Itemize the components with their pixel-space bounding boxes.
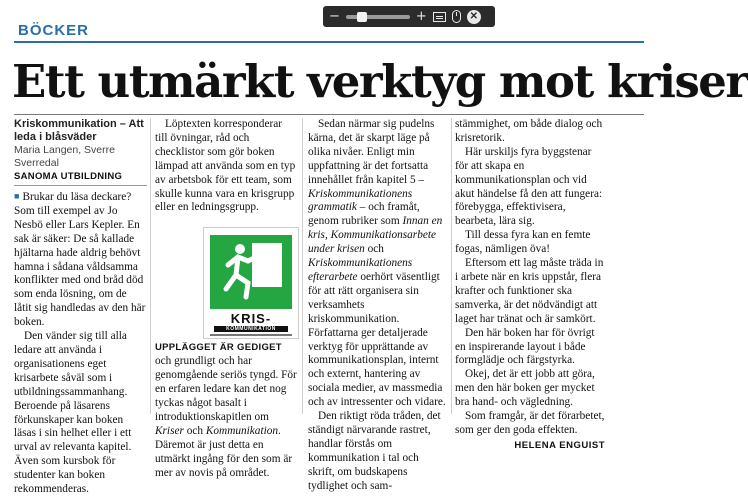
article-column-3 (308, 118, 447, 492)
section-label: BÖCKER (18, 22, 90, 39)
column-divider (302, 118, 303, 414)
book-info-box (14, 118, 147, 186)
info-divider (14, 185, 147, 186)
paragraph: Eftersom ett lag måste träda in i arbete när en kris uppstår, flera krafter och funktioner ska samverka, är det nödvändigt att laget har tränat och är samkört. (455, 257, 604, 325)
article-column-1 (14, 118, 147, 496)
close-button[interactable] (467, 10, 481, 24)
bullet-icon: ■ (14, 191, 20, 201)
paragraph: Den vänder sig till alla ledare att använda i organisationens eget krisarbete såväl som i utbildningssammanhang. Beroende på läsarens förkunskaper kan boken läsas i sin helhet eller i ett urval av relevanta kapitel. Även som kursbok för studenter kan boken rekommenderas. (14, 330, 132, 496)
paragraph: Den riktigt röda tråden, det ständigt närvarande rastret, handlar förstås om kommunikation i tal och skrift, om budskapens tydlighet och sam- (308, 410, 441, 492)
page-layout-icon[interactable] (433, 12, 446, 22)
cover-title: KRIS- (230, 311, 272, 327)
article-column-2 (155, 118, 297, 479)
article-column-4 (455, 118, 605, 451)
zoom-slider[interactable] (346, 15, 410, 19)
cover-subtitle: KOMMUNIKATION (214, 326, 288, 332)
mouse-icon[interactable] (452, 10, 461, 23)
headline: Ett utmärkt verktyg mot kriser (12, 55, 748, 108)
viewer-toolbar (323, 6, 495, 27)
author-signature: HELENA ENGUIST (514, 439, 605, 451)
paragraph: Okej, det är ett jobb att göra, men den här boken ger mycket bra hand- och vägledning. (455, 368, 595, 409)
column-divider (451, 118, 452, 414)
section-rule (14, 41, 644, 43)
close-icon: ✕ (469, 11, 478, 22)
running-figure-icon (210, 235, 292, 309)
zoom-in-button[interactable]: + (415, 9, 427, 24)
book-cover-image (203, 227, 299, 339)
paragraph: stämmighet, om både dialog och krisretorik. (455, 118, 603, 144)
paragraph: Som framgår, är det förarbetet, som ger den goda effekten. (455, 410, 605, 436)
lead-in: UPPLÄGGET ÄR GEDIGET (155, 342, 282, 354)
headline-rule (14, 114, 644, 115)
book-authors: Maria Langen, Sverre Sverredal (14, 144, 115, 169)
paragraph: UPPLÄGGET ÄR GEDIGET och grundligt och har genomgående seriös tyngd. För en erfaren ledare kan det nog tyckas något basalt i introduktionskapitlen om Kriser och Kommunikation. Däremot är just detta en utmärkt ingång för den som är mer av novis på området. (155, 342, 297, 479)
book-publisher: SANOMA UTBILDNING (14, 171, 123, 182)
cover-footer-line (210, 334, 292, 336)
paragraph: Löptexten korresponderar till övningar, råd och checklistor som gör boken lämpad att använda som en typ av arbetsbok för ett team, som skulle kunna vara en krisgrupp eller en ledningsgrupp. (155, 118, 296, 214)
zoom-out-button[interactable]: − (329, 9, 340, 24)
zoom-slider-handle[interactable] (357, 12, 367, 22)
paragraph-text: Brukar du läsa deckare? Som till exempel av Jo Nesbö eller Lars Kepler. En sak är säker: De så kallade hjältarna hade aldrig behövt hamna i sådana våldsamma konflikter med ond bråd död som enda lösning, om de låtit sig handledas av den här boken. (14, 191, 146, 329)
paragraph: Till dessa fyra kan en femte fogas, nämligen öva! (455, 229, 591, 256)
column-divider (150, 118, 151, 414)
paragraph (14, 190, 147, 330)
cover-artwork (210, 235, 292, 309)
paragraph: Här urskiljs fyra byggstenar för att skapa en kommunikationsplan och vid akut händelse få den att fungera: förebygga, effektivisera, bearbeta, lära sig. (455, 145, 603, 228)
paragraph: Sedan närmar sig pudelns kärna, det är skarpt läge på olika nivåer. Enligt min uppfattning är det fortsatta innehållet från kapitel 5 – Kriskommunikationens grammatik – och framåt, genom rubriker som Innan en kris, Kommunikationsarbete under krisen och Kriskommunikationens efterarbete oerhört väsentligt för att rätt organisera sin verksamhets kriskommunikation. Författarna ger detaljerade verktyg för upprättande av kommunikationsplan, internt och externt, hantering av sociala medier, av massmedia och av intressenter och vidare. (308, 118, 446, 409)
paragraph: Den här boken har för övrigt en inspirerande layout i både formglädje och färgstyrka. (455, 326, 595, 367)
book-title: Kriskommunikation – Att leda i blåsväder (14, 118, 144, 143)
